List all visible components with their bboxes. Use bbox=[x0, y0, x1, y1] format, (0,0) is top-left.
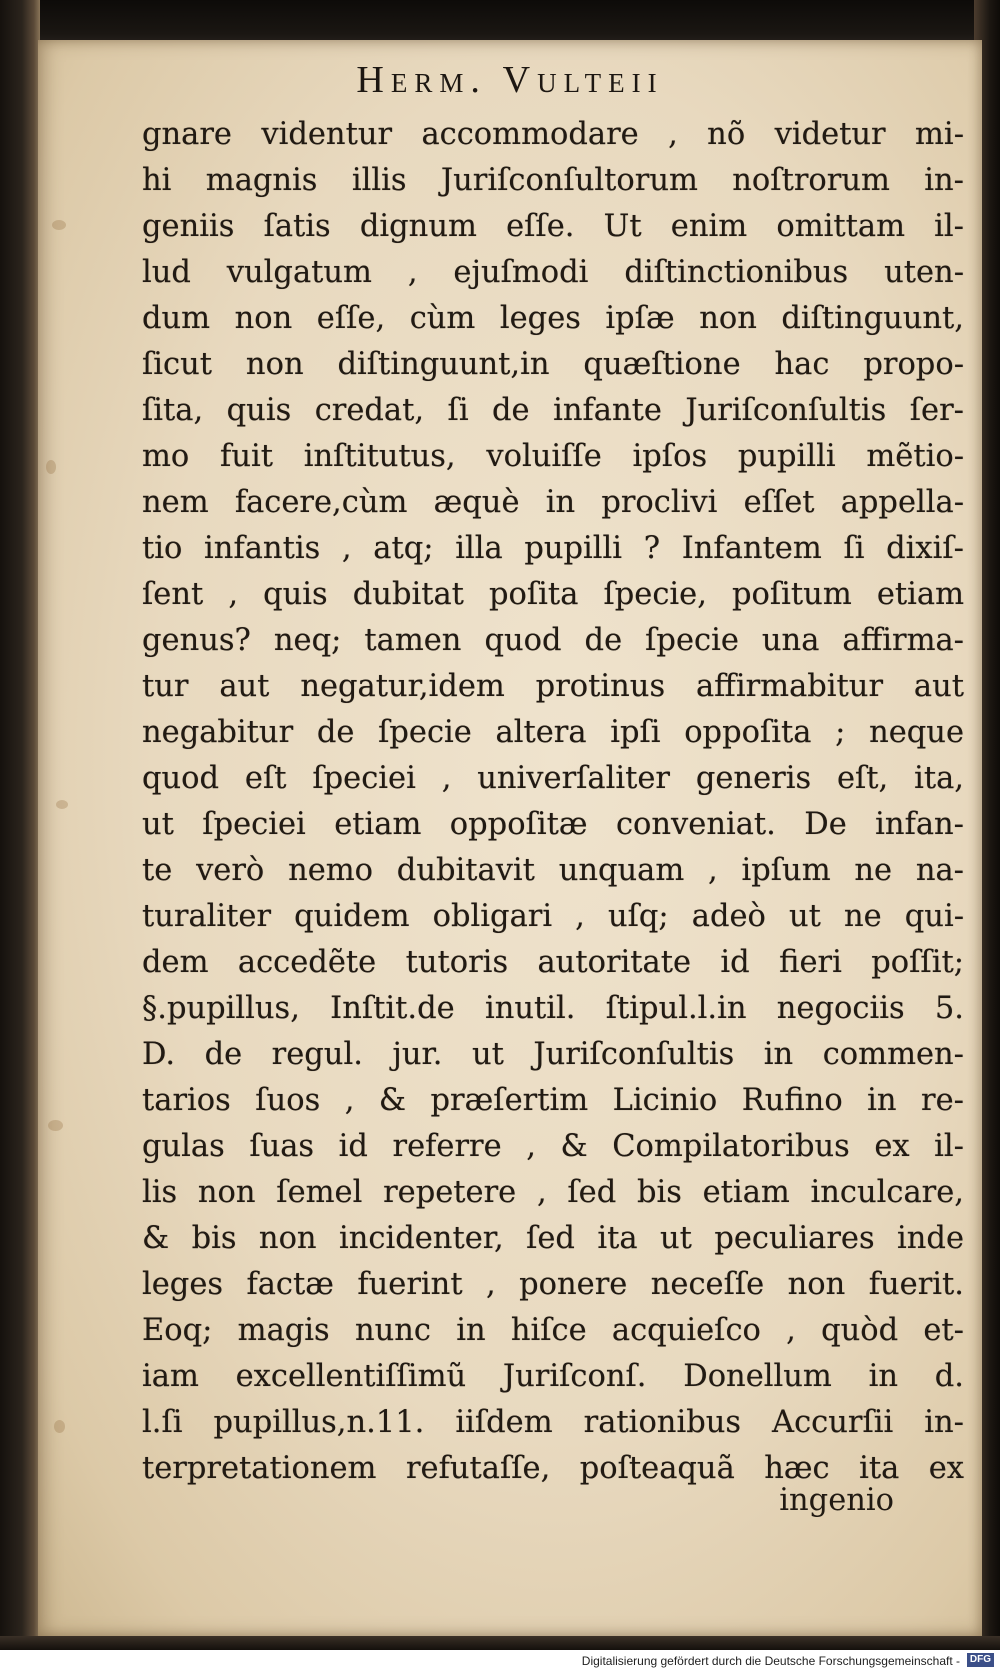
text-line: dem accedẽte tutoris autoritate id fieri poſſit; bbox=[142, 945, 964, 980]
text-line: gnare videntur accommodare , nõ videtur mi- bbox=[142, 117, 964, 152]
text-line: Eoq; magis nunc in hiſce acquieſco , quòd et- bbox=[142, 1313, 964, 1348]
text-line: ut ſpeciei etiam oppoſitæ conveniat. De infan- bbox=[142, 807, 964, 842]
text-line: nem facere,cùm æquè in proclivi eſſet appella- bbox=[142, 485, 964, 520]
text-line: lud vulgatum , ejuſmodi diſtinctionibus uten- bbox=[142, 255, 964, 290]
text-line: negabitur de ſpecie altera ipſi oppoſita ; neque bbox=[142, 715, 964, 750]
bottom-shadow bbox=[0, 1636, 1000, 1650]
text-line: tio infantis , atq; illa pupilli ? Infantem ſi dixiſ- bbox=[142, 531, 964, 566]
foxing-spot bbox=[56, 800, 68, 809]
text-line: dum non eſſe, cùm leges ipſæ non diſtinguunt, bbox=[142, 301, 964, 336]
foxing-spot bbox=[48, 1120, 63, 1131]
catchword: ingenio bbox=[779, 1483, 894, 1518]
book-gutter bbox=[0, 0, 40, 1670]
foxing-spot bbox=[54, 1420, 65, 1433]
text-line: D. de regul. jur. ut Juriſconſultis in commen- bbox=[142, 1037, 964, 1072]
footer-credit: Digitalisierung gefördert durch die Deutsche Forschungsgemeinschaft - bbox=[581, 1654, 960, 1668]
text-line: tarios ſuos , & præſertim Licinio Rufino in re- bbox=[142, 1083, 964, 1118]
foxing-spot bbox=[46, 460, 56, 474]
text-line: turaliter quidem obligari , uſq; adeò ut ne qui- bbox=[142, 899, 964, 934]
text-line: §.pupillus, Inſtit.de inutil. ſtipul.l.in negociis 5. bbox=[142, 991, 964, 1026]
text-line: leges factæ fuerint , ponere neceſſe non fuerit. bbox=[142, 1267, 964, 1302]
text-line: ſicut non diſtinguunt,in quæſtione hac propo- bbox=[142, 347, 964, 382]
text-line: quod eſt ſpeciei , univerſaliter generis eſt, ita, bbox=[142, 761, 964, 796]
text-line: ſita, quis credat, ſi de infante Juriſconſultis ſer- bbox=[142, 393, 964, 428]
text-line: genus? neq; tamen quod de ſpecie una affirma- bbox=[142, 623, 964, 658]
text-line: & bis non incidenter, ſed ita ut peculiares inde bbox=[142, 1221, 964, 1256]
text-line: ſent , quis dubitat poſita ſpecie, poſitum etiam bbox=[142, 577, 964, 612]
text-line: terpretationem refutaſſe, poſteaquã hæc ita ex bbox=[142, 1451, 964, 1486]
foxing-spot bbox=[52, 220, 66, 230]
body-text bbox=[142, 112, 964, 1492]
book-page bbox=[38, 40, 982, 1636]
text-line: lis non ſemel repetere , ſed bis etiam inculcare, bbox=[142, 1175, 964, 1210]
text-line: tur aut negatur,idem protinus affirmabitur aut bbox=[142, 669, 964, 704]
text-line: hi magnis illis Juriſconſultorum noſtrorum in- bbox=[142, 163, 964, 198]
text-line: l.ſi pupillus,n.11. iiſdem rationibus Accurſii in- bbox=[142, 1405, 964, 1440]
text-line: te verò nemo dubitavit unquam , ipſum ne na- bbox=[142, 853, 964, 888]
text-line: gulas ſuas id referre , & Compilatoribus ex il- bbox=[142, 1129, 964, 1164]
text-line: mo fuit inſtitutus, voluiſſe ipſos pupilli mẽtio- bbox=[142, 439, 964, 474]
text-line: iam excellentiſſimũ Juriſconſ. Donellum in d. bbox=[142, 1359, 964, 1394]
text-line: geniis ſatis dignum eſſe. Ut enim omittam il- bbox=[142, 209, 964, 244]
dfg-logo: DFG bbox=[967, 1653, 994, 1667]
digitization-footer bbox=[0, 1650, 1000, 1670]
running-head: Herm. Vulteii bbox=[356, 59, 664, 101]
